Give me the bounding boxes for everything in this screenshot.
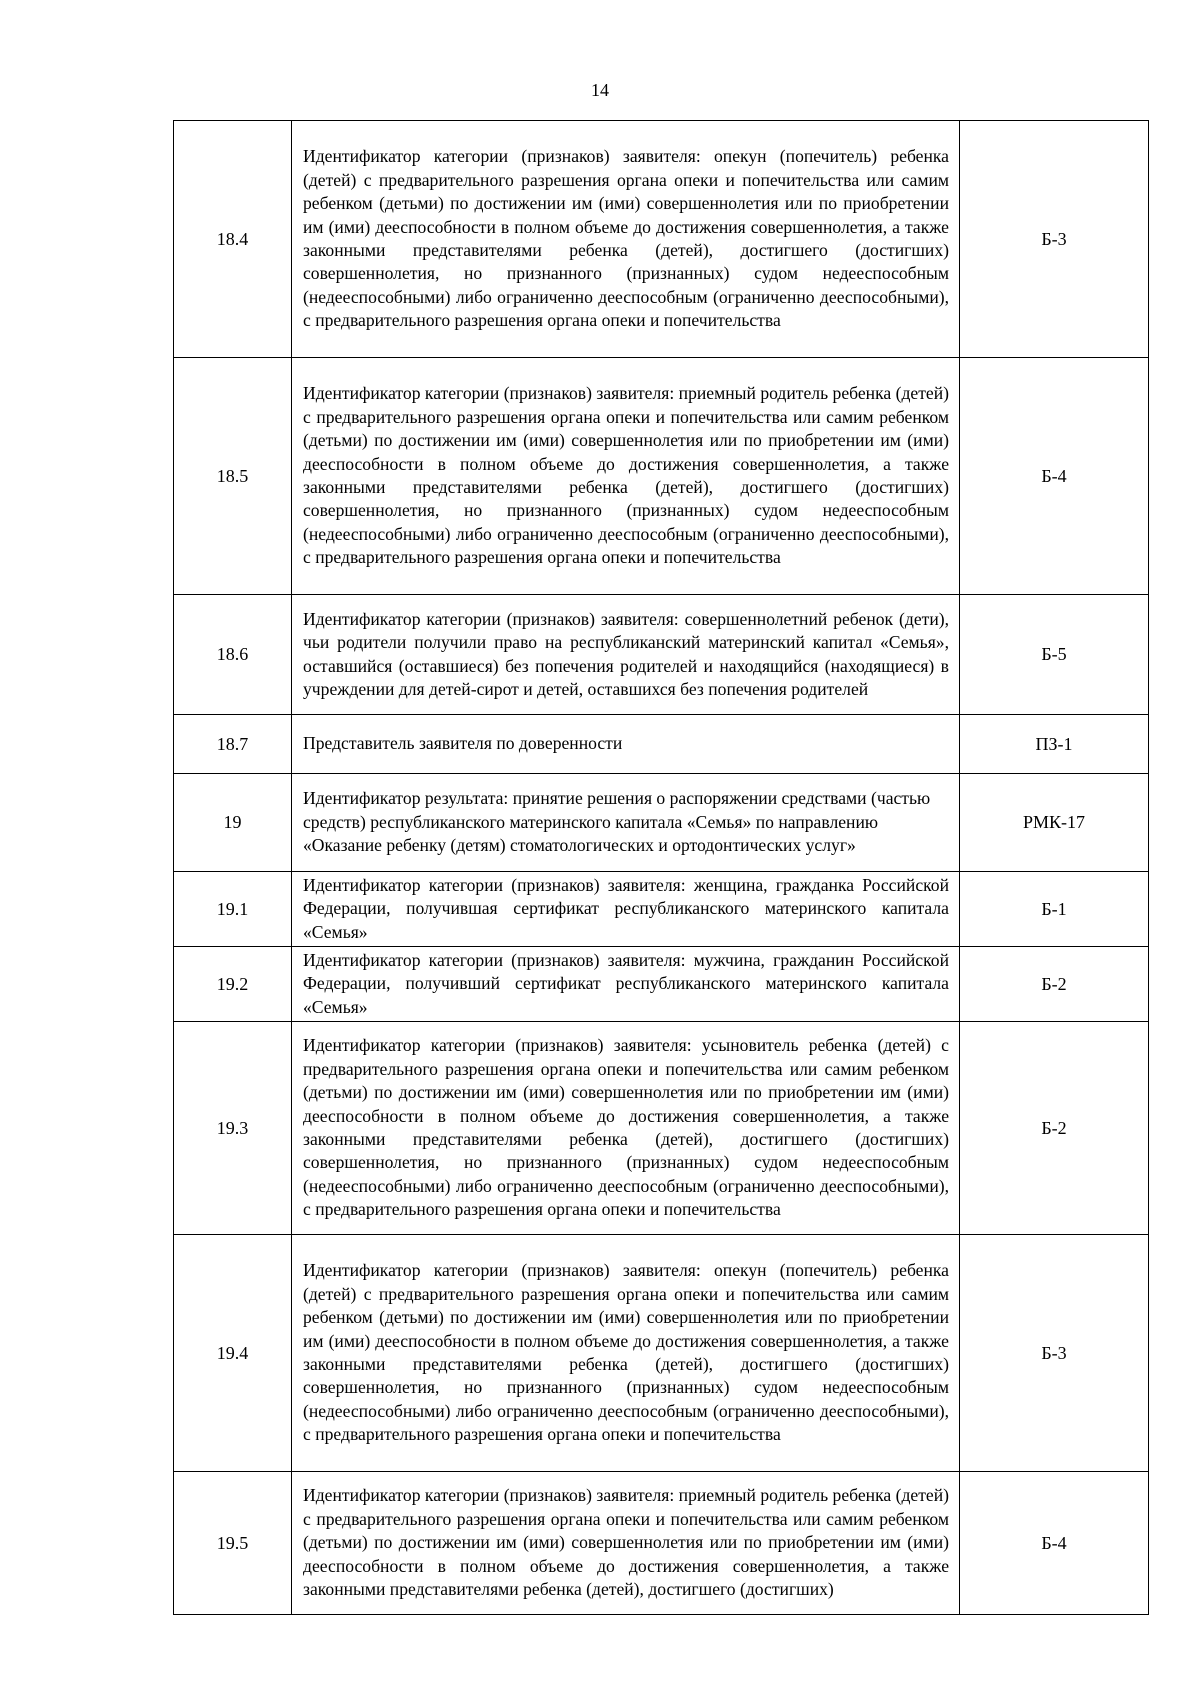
row-code: Б-3 [960, 121, 1149, 358]
table-row [174, 1235, 1149, 1472]
row-code: ПЗ-1 [960, 715, 1149, 774]
row-number: 19.3 [174, 1022, 292, 1235]
row-number: 19.4 [174, 1235, 292, 1472]
row-text: Идентификатор категории (признаков) заявителя: совершеннолетний ребенок (дети), чьи родители получили право на республиканский материнский капитал «Семья», оставшийся (оставшиеся) без попечения родителей и находящийся (находящиеся) в учреждении для детей-сирот и детей, оставшихся без попечения родителей [303, 608, 949, 699]
table-row [174, 872, 1149, 947]
row-text: Идентификатор категории (признаков) заявителя: опекун (попечитель) ребенка (детей) с предварительного разрешения органа опеки и попечительства или самим ребенком (детьми) по достижении им (ими) совершеннолетия или по приобретении им (ими) дееспособности в полном объеме до достижения совершеннолетия, а также законными представителями ребенка (детей), достигшего (достигших) совершеннолетия, но признанного (признанных) судом недееспособным (недееспособными) либо ограниченно дееспособным (ограниченно дееспособными), с предварительного разрешения органа опеки и попечительства [303, 146, 949, 331]
row-code: Б-3 [960, 1235, 1149, 1472]
row-code: Б-1 [960, 872, 1149, 947]
row-description [292, 1235, 960, 1472]
row-text: Идентификатор категории (признаков) заявителя: женщина, гражданка Российской Федерации, получившая сертификат республиканского материнского капитала «Семья» [303, 874, 949, 942]
table-row [174, 715, 1149, 774]
row-number: 19.1 [174, 872, 292, 947]
row-text: Идентификатор категории (признаков) заявителя: приемный родитель ребенка (детей) с предварительного разрешения органа опеки и попечительства или самим ребенком (детьми) по достижении им (ими) совершеннолетия или по приобретении им (ими) дееспособности в полном объеме до достижения совершеннолетия, а также законными представителями ребенка (детей), достигшего (достигших) [303, 1485, 949, 1600]
row-text: Идентификатор категории (признаков) заявителя: приемный родитель ребенка (детей) с предварительного разрешения органа опеки и попечительства или самим ребенком (детьми) по достижении им (ими) совершеннолетия или по приобретении им (ими) дееспособности в полном объеме до достижения совершеннолетия, а также законными представителями ребенка (детей), достигшего (достигших) совершеннолетия, но признанного (признанных) судом недееспособным (недееспособными) либо ограниченно дееспособным (ограниченно дееспособными), с предварительного разрешения органа опеки и попечительства [303, 383, 949, 568]
row-code: Б-5 [960, 595, 1149, 715]
row-text: Идентификатор категории (признаков) заявителя: мужчина, гражданин Российской Федерации, получивший сертификат республиканского материнского капитала «Семья» [303, 949, 949, 1017]
row-code: Б-4 [960, 1472, 1149, 1615]
row-description [292, 774, 960, 872]
table-row [174, 358, 1149, 595]
row-code: РМК-17 [960, 774, 1149, 872]
row-description [292, 595, 960, 715]
row-number: 18.6 [174, 595, 292, 715]
row-text: Представитель заявителя по доверенности [303, 733, 623, 754]
row-number: 19 [174, 774, 292, 872]
table-row [174, 1022, 1149, 1235]
row-description [292, 358, 960, 595]
row-description [292, 121, 960, 358]
table-row [174, 595, 1149, 715]
row-description [292, 1022, 960, 1235]
row-text: Идентификатор результата: принятие решения о распоряжении средствами (частью средств) республиканского материнского капитала «Семья» по направлению «Оказание ребенку (детям) стоматологических и ортодонтических услуг» [303, 788, 931, 856]
row-description [292, 947, 960, 1022]
row-number: 18.5 [174, 358, 292, 595]
row-number: 19.2 [174, 947, 292, 1022]
row-code: Б-2 [960, 1022, 1149, 1235]
page-number: 14 [591, 80, 609, 100]
table-row [174, 947, 1149, 1022]
row-description [292, 1472, 960, 1615]
table-row [174, 774, 1149, 872]
row-text: Идентификатор категории (признаков) заявителя: усыновитель ребенка (детей) с предварительного разрешения органа опеки и попечительства или самим ребенком (детьми) по достижении им (ими) совершеннолетия или по приобретении им (ими) дееспособности в полном объеме до достижения совершеннолетия, а также законными представителями ребенка (детей), достигшего (достигших) совершеннолетия, но признанного (признанных) судом недееспособным (недееспособными) либо ограниченно дееспособным (ограниченно дееспособными), с предварительного разрешения органа опеки и попечительства [303, 1035, 949, 1220]
row-text: Идентификатор категории (признаков) заявителя: опекун (попечитель) ребенка (детей) с предварительного разрешения органа опеки и попечительства или самим ребенком (детьми) по достижении им (ими) совершеннолетия или по приобретении им (ими) дееспособности в полном объеме до достижения совершеннолетия, а также законными представителями ребенка (детей), достигшего (достигших) совершеннолетия, но признанного (признанных) судом недееспособным (недееспособными) либо ограниченно дееспособным (ограниченно дееспособными), с предварительного разрешения органа опеки и попечительства [303, 1260, 949, 1445]
row-number: 18.7 [174, 715, 292, 774]
row-code: Б-2 [960, 947, 1149, 1022]
row-number: 18.4 [174, 121, 292, 358]
table-row [174, 1472, 1149, 1615]
row-description [292, 872, 960, 947]
table-row [174, 121, 1149, 358]
row-number: 19.5 [174, 1472, 292, 1615]
row-code: Б-4 [960, 358, 1149, 595]
row-description [292, 715, 960, 774]
document-table [173, 120, 1149, 1615]
